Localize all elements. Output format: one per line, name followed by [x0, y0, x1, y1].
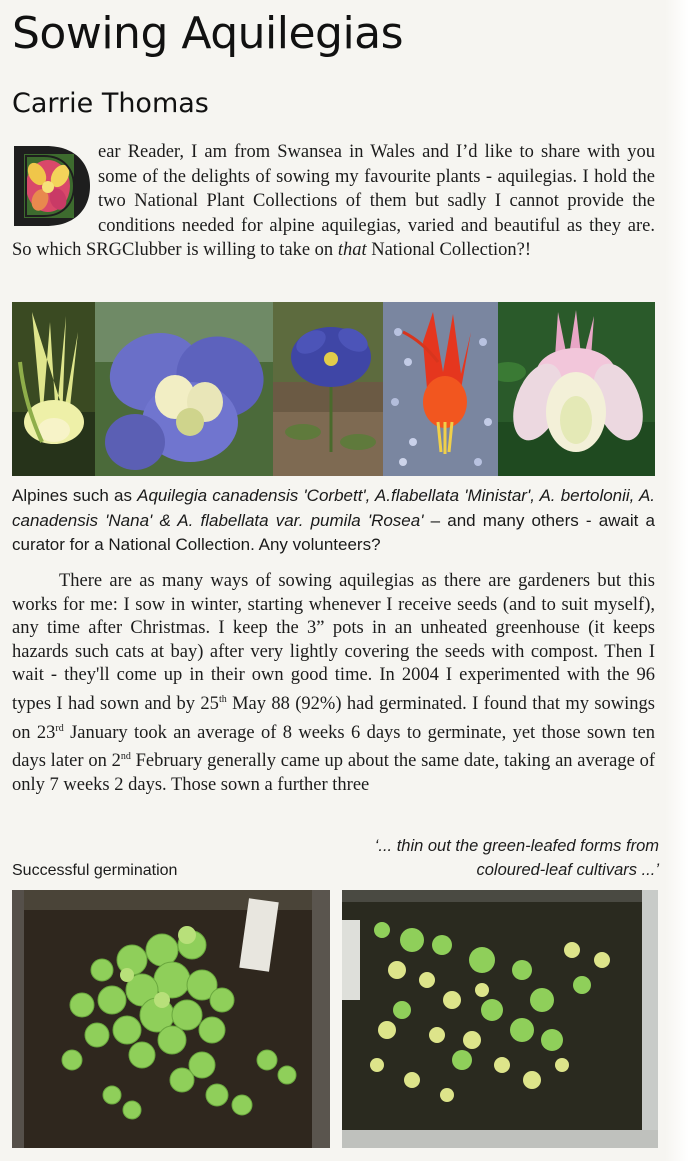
- photo-aquilegia-flabellata-rosea: [498, 302, 655, 476]
- page-edge: [665, 0, 689, 1161]
- figure1-caption: [12, 484, 655, 558]
- superscript-th: th: [218, 693, 227, 705]
- body-text-3: January took an average of 8 weeks 6 days to germinate, yet those sown ten days later on 2: [12, 722, 656, 772]
- photo-successful-germination: [12, 890, 330, 1148]
- caption1-lead: Alpines such as: [12, 486, 138, 505]
- photo-thinning-seedlings: [342, 890, 658, 1148]
- body-text-4: February generally came up about the same date, taking an average of only 7 weeks 2 days. Those sown a further three: [12, 751, 655, 796]
- photo-aquilegia-blue: [95, 302, 273, 476]
- caption1-species: Aquilegia canadensis 'Corbett', A.flabellata 'Ministar', A. bertolonii, A. canadensis 'Nana' & A. flabellata var. pumila 'Rosea': [12, 486, 656, 530]
- figure2-caption-right: ‘... thin out the green-leafed forms from coloured-leaf cultivars ...’: [374, 837, 659, 879]
- dropcap-d: [12, 144, 92, 228]
- photo-aquilegia-canadensis: [383, 302, 498, 476]
- intro-paragraph: [12, 140, 655, 263]
- article-title: Sowing Aquilegias: [12, 8, 404, 59]
- article-author: Carrie Thomas: [12, 88, 209, 119]
- intro-text: ear Reader, I am from Swansea in Wales and I’d like to share with you some of the delights of sowing my favourite plants - aquilegias. I hold the two National Plant Collections of them but sadly I cannot provide the conditions needed for alpine aquilegias, varied and beautiful as they are. So which SRGClubber is willing to take on: [12, 142, 655, 260]
- alpine-aquilegia-photo-strip: [12, 302, 655, 476]
- superscript-rd: rd: [55, 722, 64, 734]
- intro-text-end: National Collection?!: [366, 240, 531, 260]
- superscript-nd: nd: [120, 751, 131, 763]
- intro-emphasis: that: [337, 240, 367, 260]
- body-paragraph: [12, 570, 655, 798]
- photo-aquilegia-yellow: [12, 302, 95, 476]
- body-text-1: There are as many ways of sowing aquilegias as there are gardeners but this works for me: I sow in winter, starting whenever I receive seeds (and to suit myself), any time after Christmas. I keep the 3” pots in an unheated greenhouse (it keeps hazards such cats at bay) after very lightly covering the seeds with compost. Then I wait - they'll come up in their own good time. In 2004 I experimented with the 96 types I had sown and by 25: [12, 571, 655, 715]
- caption1-end: – and many others - await a curator for a National Collection. Any volunteers?: [12, 510, 655, 554]
- body-text-2: May 88 (92%) had germinated. I found that my sowings on 23: [12, 694, 655, 743]
- photo-aquilegia-bertolonii: [273, 302, 383, 476]
- dropcap-flower-icon: [12, 144, 92, 228]
- figure2-caption-left: Successful germination: [12, 862, 178, 879]
